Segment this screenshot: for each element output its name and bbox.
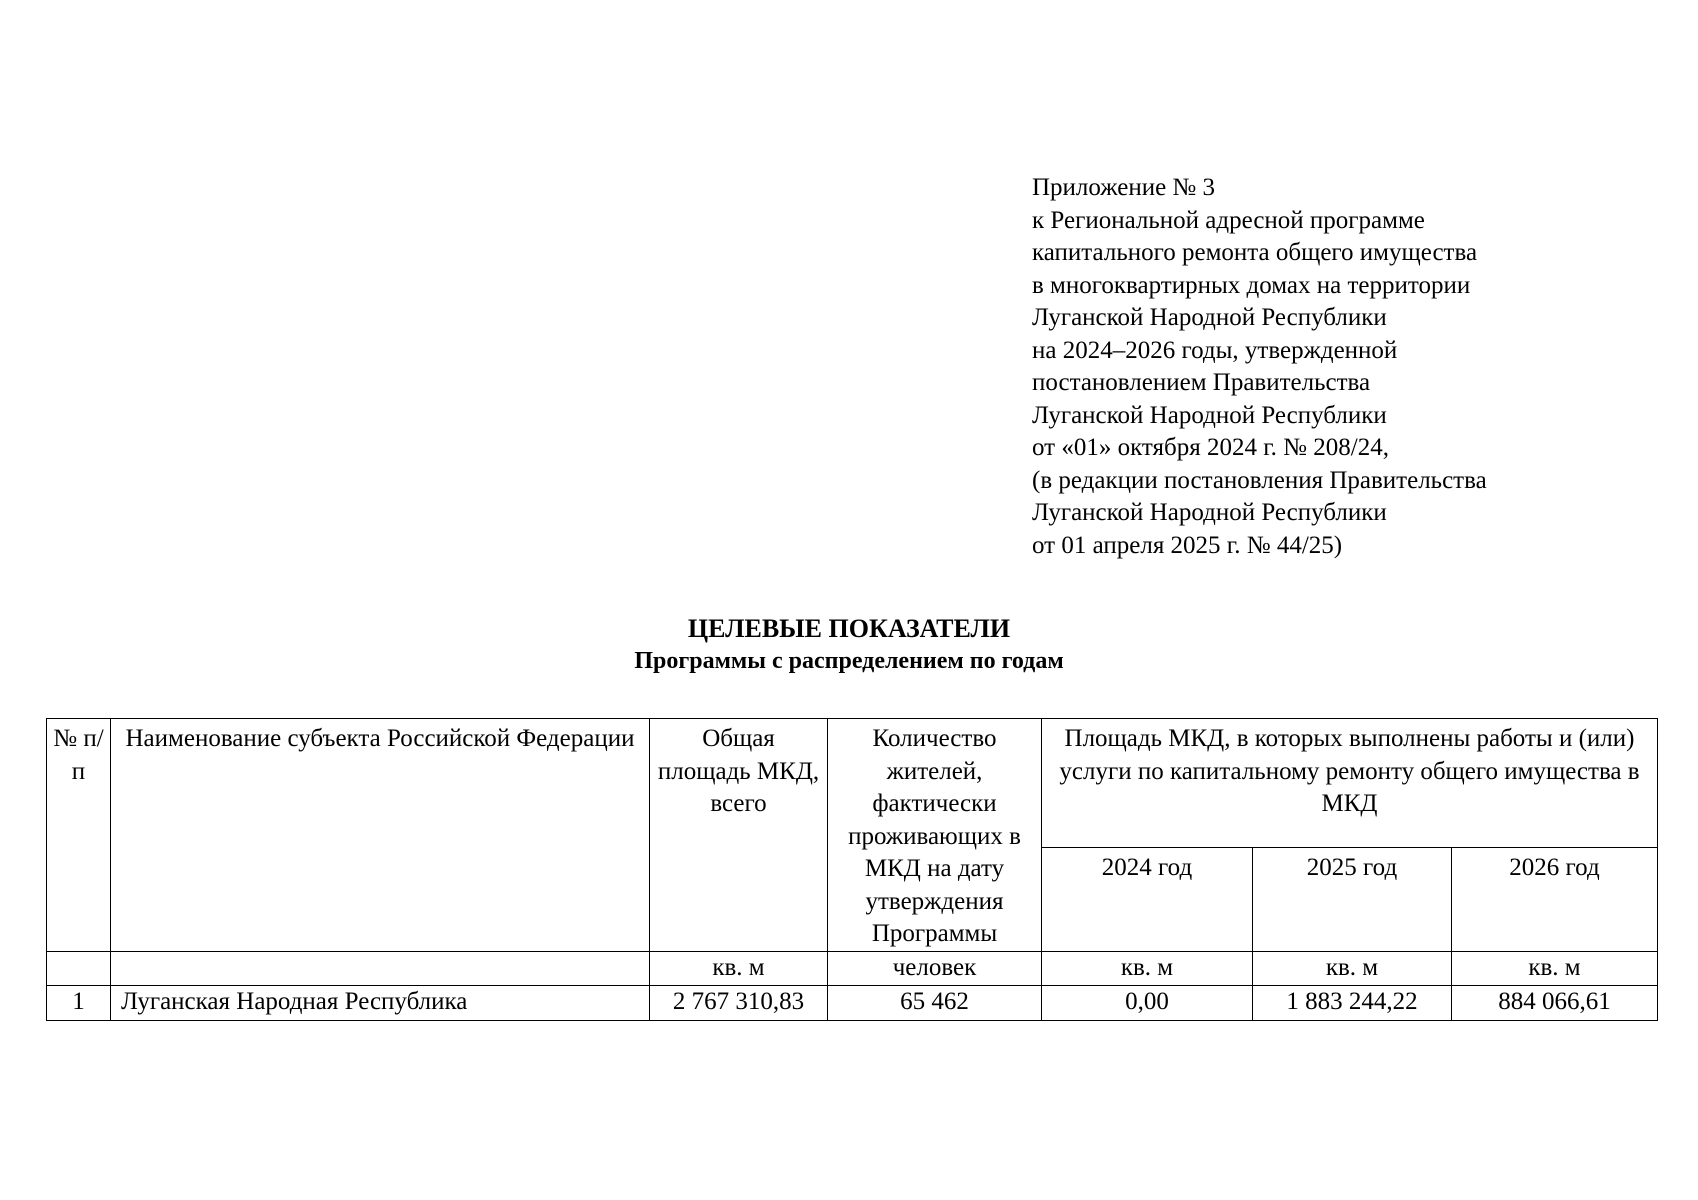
document-heading — [0, 612, 1698, 678]
row-2025: 1 883 244,22 — [1253, 985, 1452, 1020]
row-residents: 65 462 — [828, 985, 1042, 1020]
appendix-line: на 2024–2026 годы, утвержденной — [1032, 336, 1398, 364]
appendix-line: постановлением Правительства — [1032, 369, 1371, 396]
header-subject-name: Наименование субъекта Российской Федерации — [111, 719, 650, 952]
target-indicators-table — [46, 718, 1658, 1021]
appendix-line: от «01» октября 2024 г. № 208/24, — [1032, 434, 1389, 461]
row-num: 1 — [47, 985, 111, 1020]
row-2026: 884 066,61 — [1452, 985, 1658, 1020]
appendix-line: от 01 апреля 2025 г. № 44/25) — [1032, 531, 1343, 559]
row-subject-name: Луганская Народная Республика — [111, 985, 650, 1020]
appendix-line: (в редакции постановления Правительства — [1032, 466, 1487, 494]
appendix-line: Приложение № 3 — [1032, 174, 1216, 201]
header-total-area: Общая площадь МКД, всего — [650, 719, 828, 952]
header-residents: Количество жителей, фактически проживающих в МКД на дату утверждения Программы — [828, 719, 1042, 952]
appendix-note — [1032, 172, 1487, 562]
header-num: № п/п — [47, 719, 111, 952]
unit-2024: кв. м — [1042, 951, 1253, 985]
appendix-line: Луганской Народной Республики — [1032, 401, 1387, 429]
header-area-done: Площадь МКД, в которых выполнены работы и (или) услуги по капитальному ремонту общего имущества в МКД — [1042, 719, 1658, 848]
appendix-line: к Региональной адресной программе — [1032, 206, 1425, 234]
row-total-area: 2 767 310,83 — [650, 985, 828, 1020]
document-title: ЦЕЛЕВЫЕ ПОКАЗАТЕЛИ — [687, 614, 1011, 643]
appendix-line: Луганской Народной Республики — [1032, 499, 1387, 526]
unit-residents: человек — [828, 951, 1042, 985]
unit-2026: кв. м — [1452, 951, 1658, 985]
appendix-line: капитального ремонта общего имущества — [1032, 239, 1478, 266]
row-2024: 0,00 — [1042, 985, 1253, 1020]
header-year-2025: 2025 год — [1253, 847, 1452, 951]
unit-empty — [111, 951, 650, 985]
table-row — [47, 985, 1658, 1020]
unit-empty — [47, 951, 111, 985]
appendix-line: Луганской Народной Республики — [1032, 304, 1387, 331]
unit-total-area: кв. м — [650, 951, 828, 985]
unit-2025: кв. м — [1253, 951, 1452, 985]
appendix-line: в многоквартирных домах на территории — [1032, 271, 1471, 299]
document-subtitle: Программы с распределением по годам — [634, 648, 1064, 674]
header-year-2026: 2026 год — [1452, 847, 1658, 951]
header-year-2024: 2024 год — [1042, 847, 1253, 951]
